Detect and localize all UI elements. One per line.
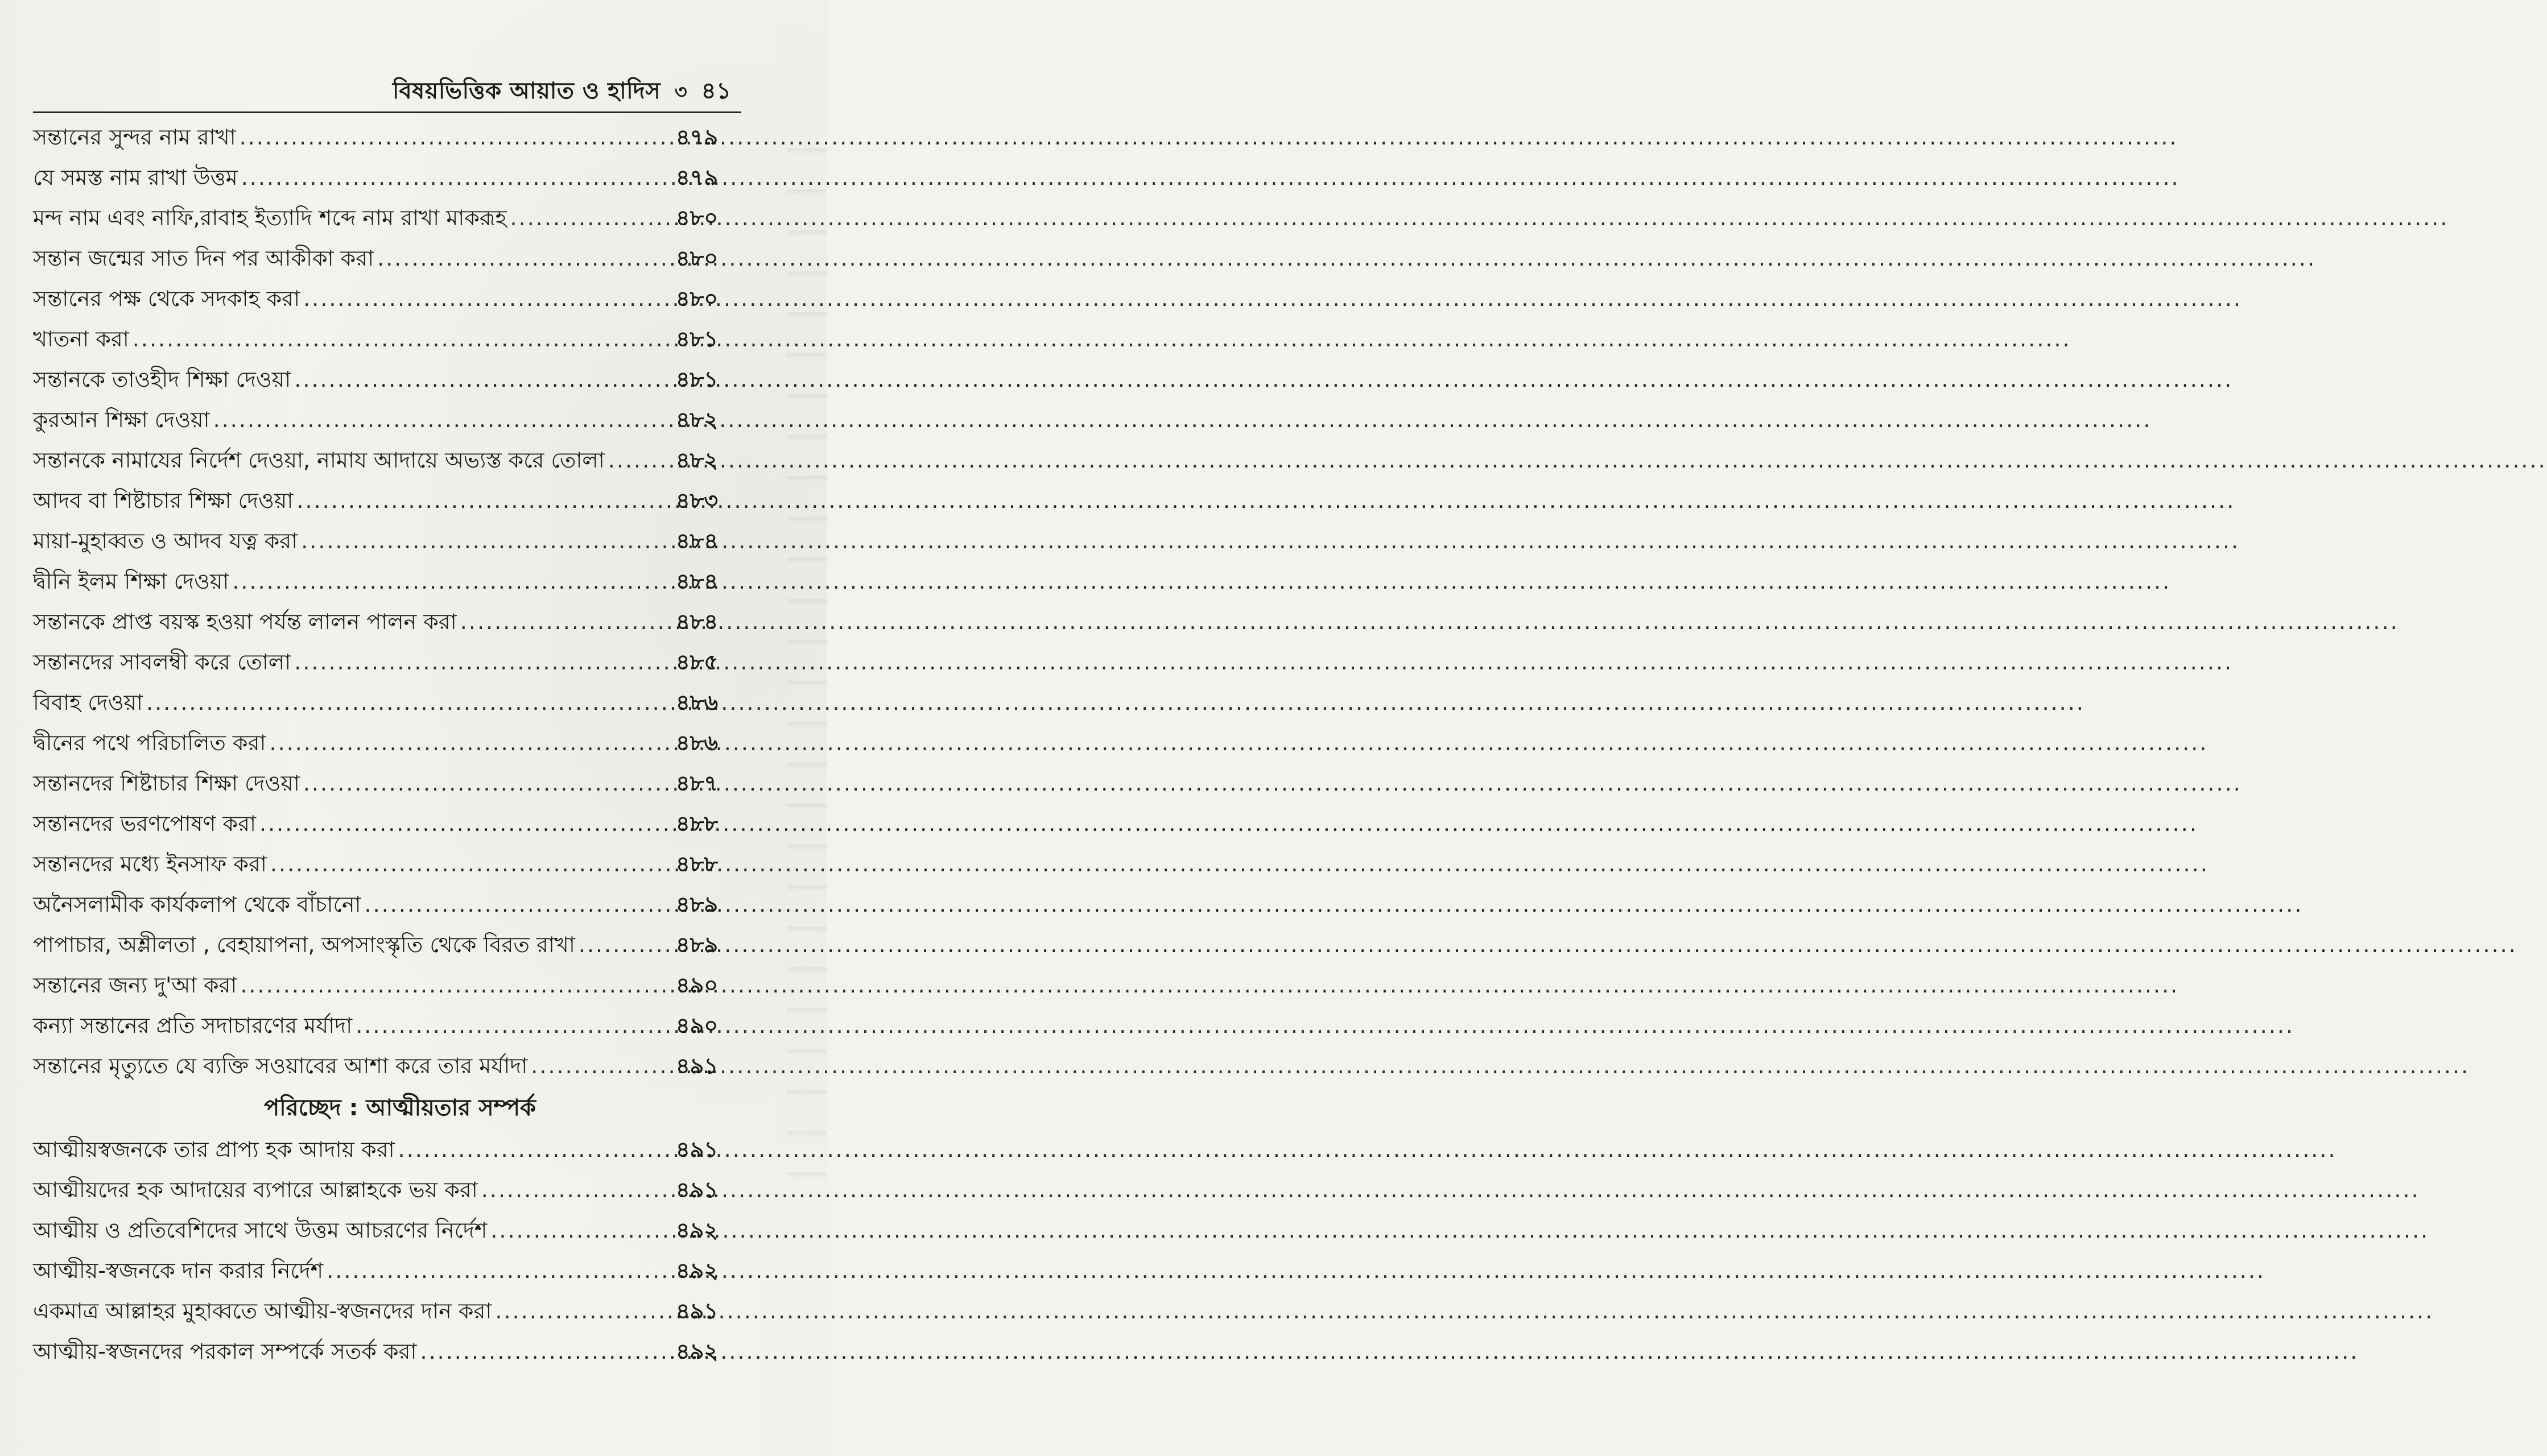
toc-entry-page: ৪৮১ [676,326,718,351]
toc-entry-page: ৪৮৪ [676,609,718,634]
toc-entry-page: ৪৯১ [676,1137,718,1162]
toc-entry [33,602,733,642]
toc-entry-page: ৪৯২ [676,1258,719,1283]
toc-entry [33,400,733,440]
toc-entry-title: সন্তানদের মধ্যে ইনসাফ করা [33,851,267,876]
toc-entry-page: ৪৮৯ [676,892,718,917]
toc-entry [33,359,733,400]
toc-entry-title: সন্তানকে প্রাপ্ত বয়স্ক হওয়া পর্যন্ত লালন পালন করা [33,609,457,634]
toc-entry-page: ৪৮৫ [676,650,718,675]
toc-entry-page: ৪৮৯ [676,932,718,957]
toc-entry-page: ৪৯১ [676,1053,718,1078]
toc-entry [33,279,733,319]
toc-entry [33,198,733,238]
book-page [0,0,827,1456]
toc-entry-title: আত্মীয়দের হক আদায়ের ব্যপারে আল্লাহকে ভয় করা [33,1177,478,1202]
toc-entry-page: ৪৮৩ [676,488,719,513]
dot-leader [146,682,672,723]
running-header-separator: ৩ [674,81,688,104]
toc-entry [33,238,733,279]
toc-entry-title: মন্দ নাম এবং নাফি,রাবাহ ইত্যাদি শব্দে নাম রাখা মাকরূহ [33,205,507,230]
toc-entry-title: আদব বা শিষ্টাচার শিক্ষা দেওয়া [33,488,294,513]
dot-leader [490,1210,672,1251]
toc-entry [33,844,733,884]
toc-entry-page: ৪৮৮ [676,851,718,876]
dot-leader [301,521,672,561]
dot-leader [420,1331,672,1372]
toc-entry [33,158,733,198]
toc-entry [33,763,733,804]
toc-entry [33,1251,733,1291]
toc-section-relatives [33,1130,733,1372]
dot-leader [327,1251,672,1291]
dot-leader [270,844,672,884]
dot-leader [303,763,672,804]
toc-entry-page: ৪৮৬ [676,690,719,715]
toc-entry [33,925,733,965]
toc-entry-title: সন্তান জন্মের সাত দিন পর আকীকা করা [33,246,374,271]
toc-entry-page: ৪৮০ [676,205,719,230]
toc-entry-title: খাতনা করা [33,326,129,351]
toc-entry-title: আত্মীয় ও প্রতিবেশিদের সাথে উত্তম আচরণের নির্দেশ [33,1218,488,1243]
dot-leader [377,238,672,279]
dot-leader [240,117,672,158]
toc-entry-title: সন্তানের পক্ষ থেকে সদকাহ করা [33,286,300,311]
toc-entry-title: সন্তানের সুন্দর নাম রাখা [33,125,236,150]
toc-entry-title: সন্তানদের সাবলম্বী করে তোলা [33,650,291,675]
dot-leader [240,965,672,1006]
toc-entry-title: সন্তানদের শিষ্টাচার শিক্ষা দেওয়া [33,771,300,796]
dot-leader [294,642,672,682]
toc-entry [33,117,733,158]
toc-entry [33,1291,733,1331]
toc-entry-title: সন্তানকে তাওহীদ শিক্ষা দেওয়া [33,367,291,392]
toc-section-children [33,117,733,1086]
toc-entry [33,1170,733,1210]
toc-entry-title: বিবাহ দেওয়া [33,690,143,715]
toc-entry [33,1210,733,1251]
toc-entry-page: ৪৯২ [676,1339,719,1364]
toc-entry [33,965,733,1006]
dot-leader [495,1291,672,1331]
dot-leader [460,602,672,642]
toc-entry [33,481,733,521]
toc-entry-page: ৪৯২ [676,1218,719,1243]
header-rule [33,111,741,113]
toc-entry [33,319,733,359]
toc-entry-title: আত্মীয়-স্বজনদের পরকাল সম্পর্কে সতর্ক করা [33,1339,417,1364]
toc-entry [33,561,733,602]
toc-entry-page: ৪৮৪ [676,528,718,553]
toc-entry-title: পাপাচার, অশ্লীলতা , বেহায়াপনা, অপসাংস্কৃতি থেকে বিরত রাখা [33,932,575,957]
dot-leader [133,319,672,359]
toc-entry-title: কন্যা সন্তানের প্রতি সদাচারণের মর্যাদা [33,1013,353,1038]
dot-leader [356,1006,672,1046]
toc-entry-page: ৪৭৯ [676,165,719,190]
table-of-contents [33,117,733,1372]
toc-entry-page: ৪৭৯ [676,125,719,150]
toc-entry-title: দ্বীনের পথে পরিচালিত করা [33,730,266,755]
toc-entry-title: দ্বীনি ইলম শিক্ষা দেওয়া [33,569,229,594]
dot-leader [365,884,672,925]
dot-leader [294,359,672,400]
dot-leader [241,158,672,198]
toc-entry [33,1331,733,1372]
toc-entry [33,1046,733,1086]
toc-entry-title: যে সমস্ত নাম রাখা উত্তম [33,165,238,190]
dot-leader [531,1046,672,1086]
toc-entry-title: সন্তানকে নামাযের নির্দেশ দেওয়া, নামায আদায়ে অভ্যস্ত করে তোলা [33,448,605,473]
toc-entry-title: আত্মীয়স্বজনকে তার প্রাপ্য হক আদায় করা [33,1137,395,1162]
dot-leader [213,400,672,440]
running-header-title: বিষয়ভিত্তিক আয়াত ও হাদিস [393,78,661,104]
toc-entry-title: অনৈসলামীক কার্যকলাপ থেকে বাঁচানো [33,892,361,917]
dot-leader [270,723,672,763]
toc-entry-page: ৪৮০ [676,286,719,311]
toc-entry-page: ৪৯০ [676,973,719,998]
toc-entry [33,642,733,682]
dot-leader [579,925,672,965]
page-edge-bleed [787,114,827,1194]
toc-entry-title: একমাত্র আল্লাহর মুহাব্বতে আত্মীয়-স্বজনদের দান করা [33,1298,492,1323]
dot-leader [232,561,672,602]
running-header-page-number: ৪১ [701,78,732,104]
toc-entry-title: সন্তানের জন্য দু'আ করা [33,973,237,998]
toc-entry-page: ৪৮৪ [676,569,718,594]
toc-entry-page: ৪৮১ [676,367,718,392]
toc-entry [33,1006,733,1046]
toc-entry-title: আত্মীয়-স্বজনকে দান করার নির্দেশ [33,1258,324,1283]
dot-leader [259,804,672,844]
toc-entry [33,1130,733,1170]
section-heading: পরিচ্ছেদ : আত্মীয়তার সম্পর্ক [264,1095,536,1121]
dot-leader [608,440,672,481]
toc-entry [33,884,733,925]
dot-leader [398,1130,672,1170]
dot-leader [296,481,672,521]
toc-entry [33,521,733,561]
toc-entry-page: ৪৮৭ [676,771,719,796]
dot-leader [481,1170,672,1210]
toc-entry-page: ৪৮০ [676,246,719,271]
toc-entry-title: কুরআন শিক্ষা দেওয়া [33,407,210,432]
dot-leader [303,279,672,319]
toc-entry-page: ৪৮৮ [676,811,718,836]
toc-entry-title: সন্তানের মৃত্যুতে যে ব্যক্তি সওয়াবের আশা করে তার মর্যাদা [33,1053,528,1078]
dot-leader [510,198,672,238]
toc-entry-page: ৪৮৬ [676,730,719,755]
toc-entry-page: ৪৯১ [676,1298,718,1323]
toc-entry [33,804,733,844]
toc-entry [33,682,733,723]
toc-entry [33,723,733,763]
toc-entry-page: ৪৮২ [676,448,719,473]
toc-entry-page: ৪৯০ [676,1013,719,1038]
running-header [393,73,740,111]
toc-entry-title: মায়া-মুহাব্বত ও আদব যত্ন করা [33,528,298,553]
toc-entry-title: সন্তানদের ভরণপোষণ করা [33,811,257,836]
toc-entry [33,440,733,481]
toc-entry-page: ৪৯১ [676,1177,718,1202]
toc-entry-page: ৪৮২ [676,407,719,432]
